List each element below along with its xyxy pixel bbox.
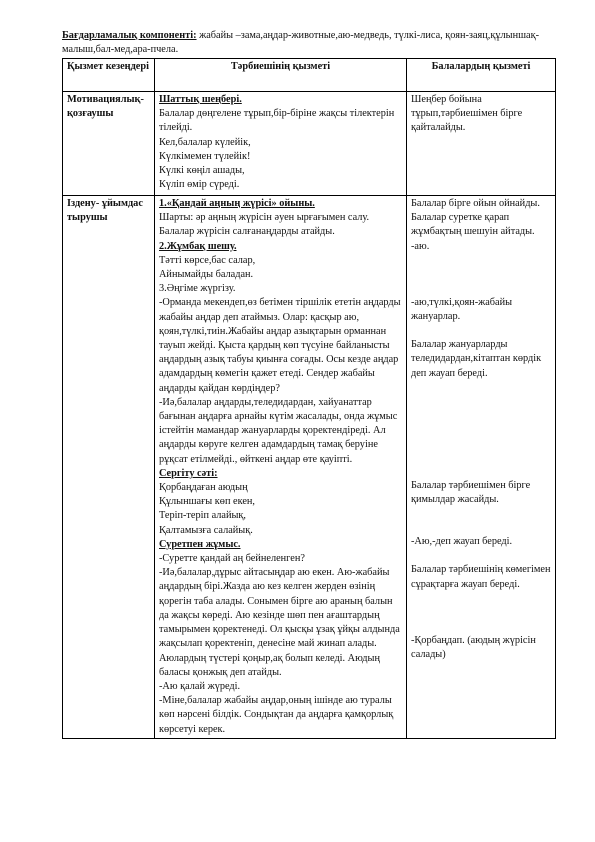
header-row [63,59,556,92]
poem-line: Күлкі көңіл ашады, [159,165,245,177]
poem-line: Күліп өмір сүреді. [159,179,240,191]
picture-paragraph: -Иә,балалар,дұрыс айтасыңдар аю екен. Аю-жабайы аңдардың бірі.Жазда аю кез келген жерден өзінің қорегін таба алады. Сонымен бірге аю араның балын да жақсы көреді. Аю кезінде шөп пен ағаштардың тамырымен қоректенеді. Ол қысқы ұзақ ұйқы алдында жақсылап қоректеніп, денесіне май жинап алады. Аюлардың түстері қоңыр,ақ болып келеді. Аюдың баласы қонжық деп атайды. [159,567,400,678]
poem-line: Күлкімемен түлейік! [159,150,251,162]
warmup-line: Құлыншағы көп екен, [159,496,256,508]
children-motivational: Шеңбер бойына тұрып,тәрбиешімен бірге қайталайды. [407,92,556,196]
spacer [411,549,551,563]
riddle-line: Айнымайды баладан. [159,269,254,281]
spacer [411,592,551,634]
children-response: -аю,түлкі,қоян-жабайы жануарлар. [411,296,513,323]
header-children: Балалардың қызметі [407,59,556,92]
lesson-table [62,58,556,739]
children-search [407,196,556,739]
spacer [411,381,551,423]
spacer [411,465,551,479]
conversation-title: 3.Әңгіме жүргізу. [159,283,236,295]
warmup-title: Сергіту сәті: [159,467,218,479]
spacer [411,423,551,465]
picture-paragraph: -Міне,балалар жабайы аңдар,оның ішінде аю туралы көп нәрсені білдік. Сондықтан да аңдарға қамқорлық көрсетуі керек. [159,695,394,735]
story-paragraph: -Иә,балалар аңдарды,теледидардан, хайуанаттар бағынан аңдарға арнайы күтім жасалады, онда жұмыс істейтін мамандар жануарларды қоректендіреді. Ал аңдарды көруге келген адамдардың тамақ беруіне рұқсат етілмейді., өйткені аңдар өте қауіпті. [159,396,398,465]
circle-of-joy-heading: Шаттық шеңбері. [159,94,242,105]
row-search [63,196,556,739]
children-response: Балалар жануарларды теледидардан,кітаптан көрдік деп жауап береді. [411,339,542,379]
row-motivational [63,92,556,196]
program-component-text: жабайы –зама,аңдар-животные,аю-медведь, түлкі-лиса, қоян-заяц,құлыншақ-малыш,бал-мед,ара-пчела. [62,30,540,55]
spacer [411,254,551,296]
spacer [411,507,551,535]
children-response: -аю. [411,240,430,252]
game-rules: Шарты: әр аңның жүрісін әуен ырғағымен салу. Балалар жүрісін салғанаңдарды атайды. [159,212,370,238]
spacer [411,324,551,338]
picture-paragraph: -Аю қалай жүреді. [159,680,241,692]
children-response: Балалар тәрбиешінің көмегімен сұрақтарға жауап береді. [411,564,551,590]
teacher-search [155,196,407,739]
stage-motivational: Мотивациялық-қозғаушы [63,92,155,196]
story-paragraph: -Орманда мекендеп,өз бетімен тіршілік ететін аңдарды жабайы аңдар деп атаймыз. Олар: қасқыр аю, қоян,түлкі,тиін.Жабайы аңдар азықтарын орманнан тауып жейді. Қыста қардың көп түсуіне байланысты аңдардың азық табуы қиынға соғады. Осы кезде аңдар адамдардың көмегін қажет етеді. Сендер жабайы аңдарды қайдан көрдіңдер? [159,297,401,394]
teacher-line: Балалар дөңгелене тұрып,бір-біріне жақсы тілектерін тілейді. [159,108,395,134]
riddle-title: 2.Жұмбақ шешу. [159,240,237,252]
picture-work-title: Суретпен жұмыс. [159,538,241,550]
program-component [62,29,540,57]
warmup-line: Теріп-теріп алайық, [159,510,246,522]
children-response: Балалар бірге ойын ойнайды. [411,198,540,209]
header-teacher: Тәрбиешінің қызметі [155,59,407,92]
children-response: Балалар суретке қарап жұмбақтың шешуін айтады. [411,212,535,238]
children-response: -Қорбаңдап. (аюдың жүрісін салады) [411,634,536,661]
warmup-line: Қорбаңдаған аюдың [159,482,248,494]
picture-question: -Суретте қандай аң бейнеленген? [159,553,305,565]
riddle-line: Тәтті көрсе,бас салар, [159,254,256,266]
warmup-line: Қалтамызға салайық. [159,524,253,536]
children-response: Балалар тәрбиешімен бірге қимылдар жасайды. [411,479,531,506]
program-component-label: Бағдарламалық компоненті: [62,30,197,41]
stage-search: Іздену- ұйымдас тырушы [63,196,155,739]
teacher-motivational [155,92,407,196]
game-title: 1.«Қандай аңның жүрісі» ойыны. [159,198,315,209]
poem-line: Кел,балалар күлейік, [159,136,251,148]
header-stages: Қызмет кезеңдері [63,59,155,92]
children-response: -Аю,-деп жауап береді. [411,536,513,548]
